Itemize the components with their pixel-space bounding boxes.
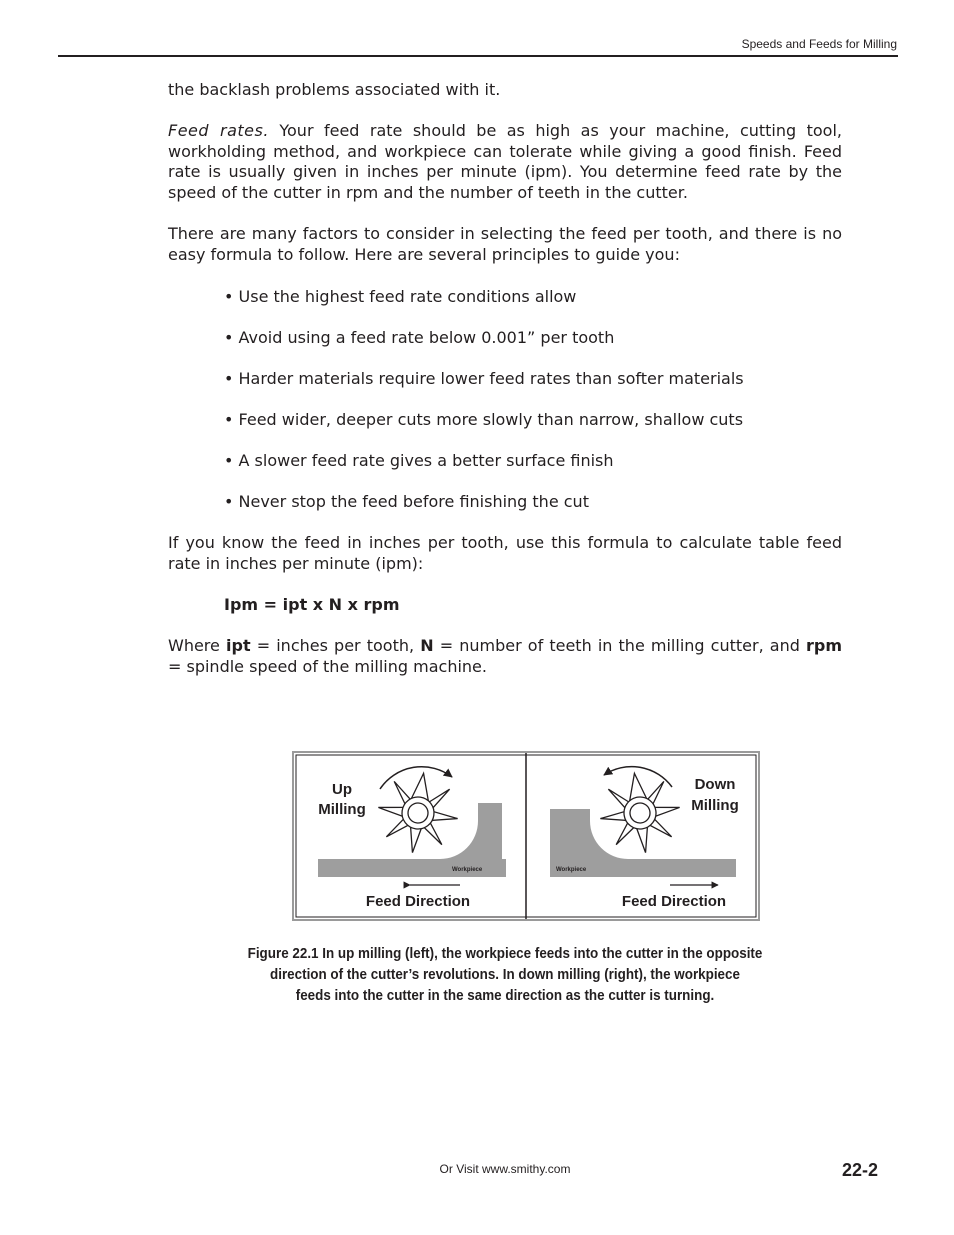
caption-line: feeds into the cutter in the same direction as the cutter is turning. <box>295 988 715 1004</box>
header-rule <box>58 55 898 57</box>
workpiece-label: Workpiece <box>452 867 483 873</box>
bullet-item: • Never stop the feed before finishing the cut <box>224 492 589 511</box>
term-n: N <box>420 636 434 655</box>
term-ipt: ipt <box>226 636 251 655</box>
caption-line: direction of the cutter’s revolutions. In down milling (right), the workpiece <box>270 967 740 983</box>
feed-rates-text: Your feed rate should be as high as your machine, cutting tool, workholding method, and workpiece can tolerate while giving a good finish. Feed rate is usually given in inches per minute (ipm). You determine feed rate by the speed of the cutter in rpm and the number of teeth in the cutter. <box>168 121 842 202</box>
term-rpm: rpm <box>806 636 843 655</box>
bullet-item: • A slower feed rate gives a better surface finish <box>224 451 614 470</box>
bullet-item: • Avoid using a feed rate below 0.001” per tooth <box>224 328 615 347</box>
bullet-item: • Use the highest feed rate conditions allow <box>224 287 577 306</box>
intro-line: the backlash problems associated with it. <box>168 80 501 99</box>
figure-caption <box>224 944 785 1007</box>
feed-direction-left: Feed Direction <box>365 893 471 910</box>
factors-paragraph: There are many factors to consider in selecting the feed per tooth, and there is no easy formula to follow. Here are several principles to guide you: <box>168 224 842 264</box>
workpiece-label: Workpiece <box>556 867 587 873</box>
footer-link-text: Or Visit www.smithy.com <box>439 1162 571 1176</box>
caption-line: Figure 22.1 In up milling (left), the workpiece feeds into the cutter in the opposite <box>247 946 763 962</box>
formula: Ipm = ipt x N x rpm <box>224 595 400 614</box>
up-label-1: Up <box>332 781 352 798</box>
feed-direction-right: Feed Direction <box>621 893 727 910</box>
feed-rates-paragraph <box>168 121 842 203</box>
formula-intro: If you know the feed in inches per tooth, use this formula to calculate table feed rate in inches per minute (ipm): <box>168 533 842 573</box>
down-label-2: Milling <box>691 797 739 814</box>
running-header: Speeds and Feeds for Milling <box>741 37 897 51</box>
down-label-1: Down <box>694 776 736 793</box>
feed-rates-term: Feed rates. <box>168 121 269 140</box>
bullet-item: • Harder materials require lower feed rates than softer materials <box>224 369 744 388</box>
bullet-item: • Feed wider, deeper cuts more slowly than narrow, shallow cuts <box>224 410 744 429</box>
up-label-2: Milling <box>318 801 366 818</box>
where-paragraph: Where ipt = inches per tooth, N = number of teeth in the milling cutter, and rpm = spindle speed of the milling machine. <box>168 636 843 676</box>
page-number: 22-2 <box>842 1160 879 1180</box>
milling-figure <box>292 751 760 921</box>
